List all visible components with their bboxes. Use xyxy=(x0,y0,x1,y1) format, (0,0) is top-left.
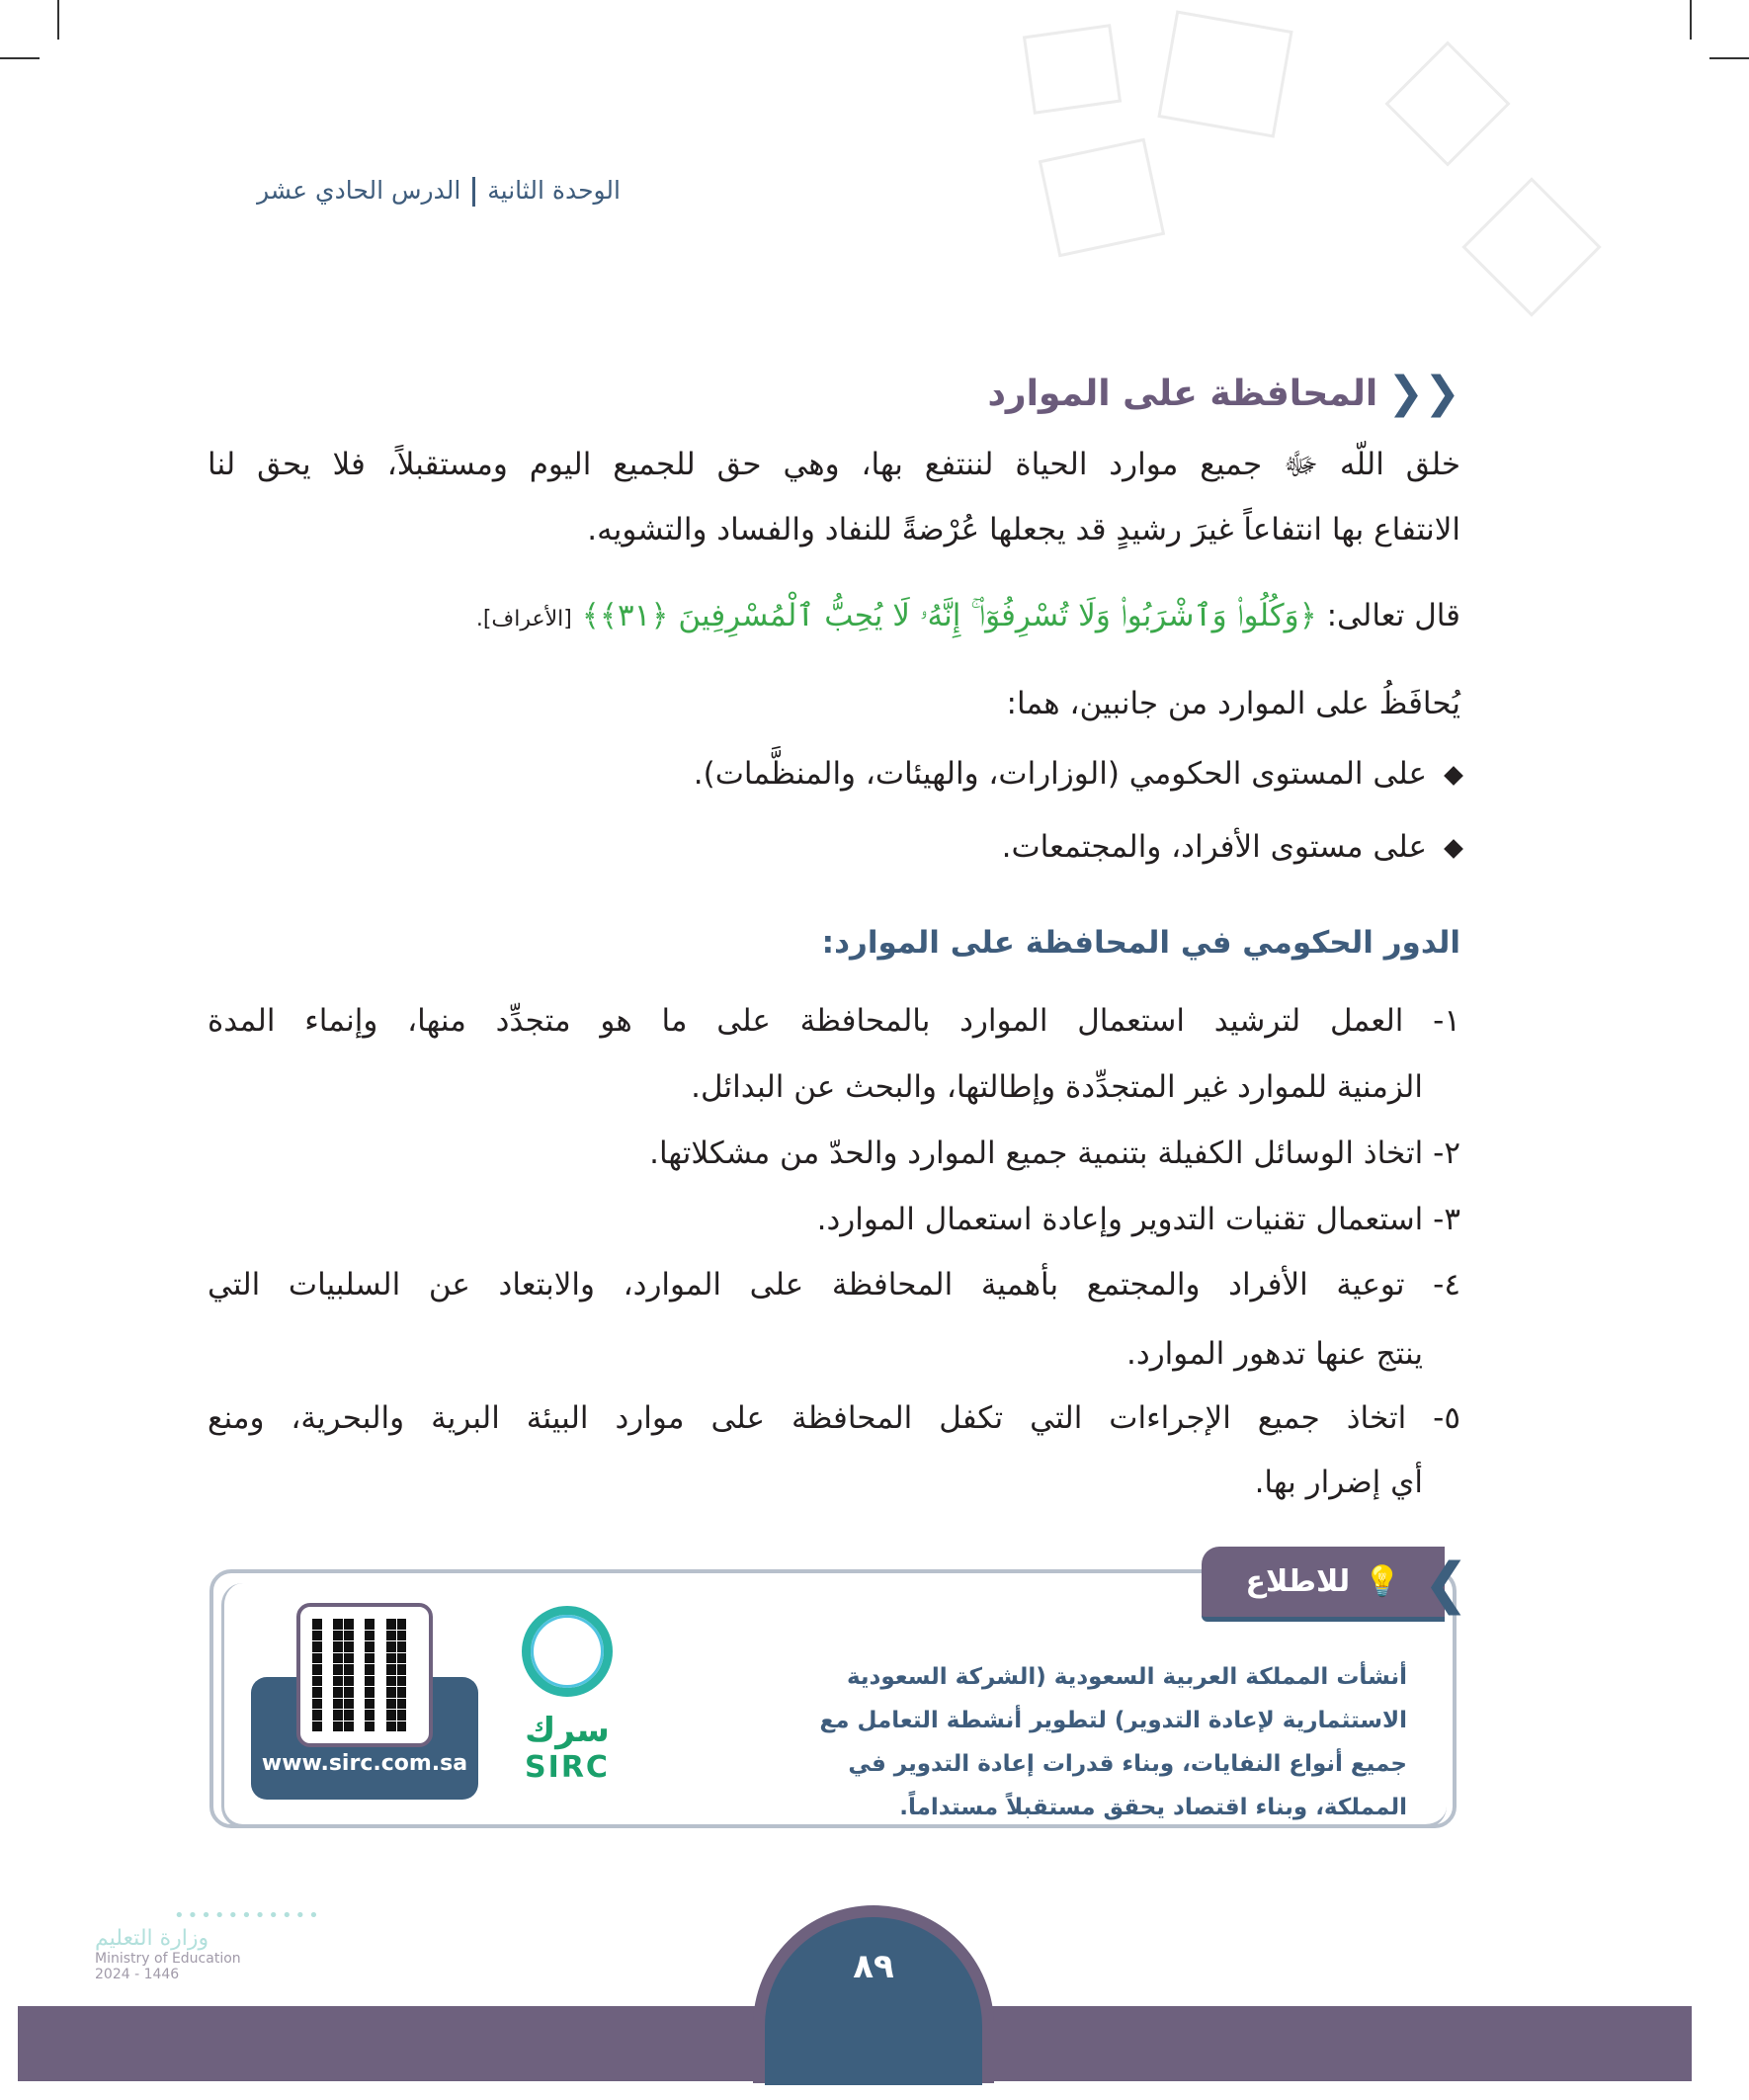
year: 2024 - 1446 xyxy=(95,1967,180,1982)
website-link[interactable]: www.sirc.com.sa xyxy=(261,1751,468,1776)
bullet-icon xyxy=(1444,766,1463,786)
chevron-icon: ❮ xyxy=(1423,1552,1469,1616)
gov-item: ٥- اتخاذ جميع الإجراءات التي تكفل المحافظة على موارد البيئة البرية والبحرية، ومنع xyxy=(208,1400,1460,1436)
page-number: ٨٩ xyxy=(853,1947,894,1986)
decor-shape xyxy=(1384,41,1510,166)
decor-shape xyxy=(1039,138,1165,258)
aspect-text: على مستوى الأفراد، والمجتمعات. xyxy=(1001,829,1427,865)
gov-item-cont: أي إضرار بها. xyxy=(1254,1465,1423,1500)
gov-item: ٢- اتخاذ الوسائل الكفيلة بتنمية جميع الموارد والحدّ من مشكلاتها. xyxy=(649,1135,1460,1171)
chevron-icon: ❮❮ xyxy=(1387,368,1460,418)
gov-item: ١- العمل لترشيد استعمال الموارد بالمحافظة على ما هو متجدِّد منها، وإنماء المدة xyxy=(208,1003,1460,1039)
intro-line: خلق اللّه ﷻ جميع موارد الحياة لننتفع بها، وهي حق للجميع اليوم ومستقبلاً، فلا يحق لنا xyxy=(208,447,1460,482)
aspect-item xyxy=(208,827,1460,867)
crop-mark xyxy=(1709,57,1749,59)
ministry-ar: وزارة التعليم xyxy=(95,1926,209,1951)
lesson-label: الدرس الحادي عشر xyxy=(257,176,461,205)
dots-icon: ••••••••••• xyxy=(174,1905,322,1926)
crop-mark xyxy=(57,0,59,40)
info-badge xyxy=(1202,1547,1445,1622)
breadcrumb xyxy=(257,176,621,207)
crop-mark xyxy=(1690,0,1692,40)
info-label: للاطلاع xyxy=(1245,1564,1351,1599)
gov-item-cont: الزمنية للموارد غير المتجدِّدة وإطالتها، والبحث عن البدائل. xyxy=(691,1069,1423,1105)
aspect-item xyxy=(208,754,1460,794)
gov-item: ٤- توعية الأفراد والمجتمع بأهمية المحافظة على الموارد، والابتعاد عن السلبيات التي xyxy=(208,1267,1460,1302)
gov-item-cont: ينتج عنها تدهور الموارد. xyxy=(1126,1336,1423,1372)
sirc-logo xyxy=(518,1606,617,1785)
decor-shape xyxy=(1157,10,1292,137)
bullet-icon xyxy=(1444,839,1463,859)
gov-role-heading: الدور الحكومي في المحافظة على الموارد: xyxy=(821,925,1460,961)
ring-icon xyxy=(522,1606,613,1697)
logo-ar: سرك xyxy=(525,1711,610,1750)
ministry-logo xyxy=(95,1905,322,1982)
section-title: المحافظة على الموارد xyxy=(987,373,1378,414)
intro-line: الانتفاع بها انتفاعاً غيرَ رشيدٍ قد يجعلها عُرْضةً للنفاد والفساد والتشويه. xyxy=(587,512,1460,547)
logo-en: SIRC xyxy=(525,1750,610,1785)
section-heading xyxy=(987,368,1460,418)
quran-reference: [الأعراف]. xyxy=(475,607,572,631)
ministry-en: Ministry of Education xyxy=(95,1951,241,1967)
unit-label: الوحدة الثانية xyxy=(487,176,621,205)
info-text: أنشأت المملكة العربية السعودية (الشركة السعودية الاستثمارية لإعادة التدوير) لتطوير أنشطة التعامل مع جميع أنواع النفايات، وبناء قدرات إعادة التدوير في المملكة، وبناء اقتصاد يحقق مستقبلاً مستداماً. xyxy=(819,1664,1407,1820)
decor-shape xyxy=(1023,24,1122,115)
quran-line xyxy=(208,596,1460,639)
gov-item: ٣- استعمال تقنيات التدوير وإعادة استعمال الموارد. xyxy=(816,1202,1460,1237)
crop-mark xyxy=(0,57,40,59)
aspect-text: على المستوى الحكومي (الوزارات، والهيئات، والمنظَّمات). xyxy=(693,756,1427,792)
quran-verse: ﴿وَكُلُوا۟ وَٱشْرَبُوا۟ وَلَا تُسْرِفُوٓا۟ ۚ إِنَّهُۥ لَا يُحِبُّ ٱلْمُسْرِفِينَ ﴿٣١﴾﴾ xyxy=(581,598,1317,633)
quran-lead: قال تعالى: xyxy=(1326,598,1460,633)
decor-shape xyxy=(1461,177,1601,316)
divider xyxy=(472,177,475,207)
lightbulb-book-icon: 💡 xyxy=(1364,1564,1401,1599)
qr-code-icon[interactable] xyxy=(296,1603,433,1747)
aspects-intro: يُحافَظُ على الموارد من جانبين، هما: xyxy=(1006,686,1460,721)
